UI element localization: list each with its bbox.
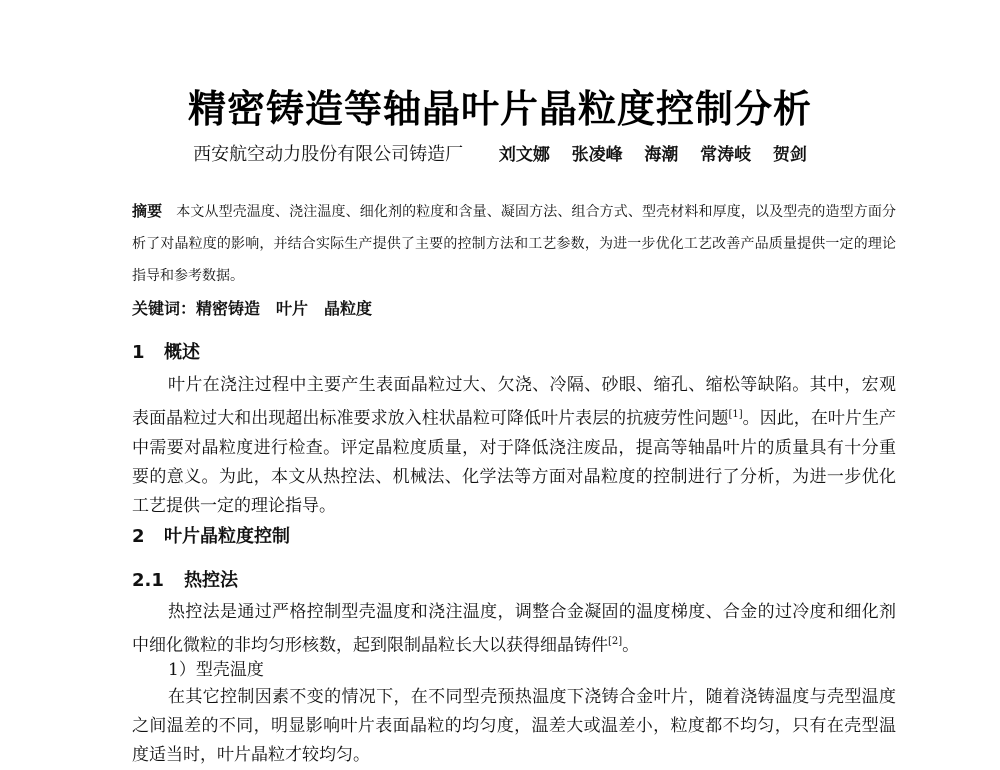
keyword: 精密铸造 (196, 299, 261, 318)
author: 贺剑 (772, 145, 807, 165)
keywords-label: 关键词： (132, 299, 197, 318)
paragraph-thermal (132, 598, 896, 661)
section-title: 热控法 (184, 570, 238, 591)
paragraph-text: 。 (622, 635, 640, 656)
section-number: 2.1 (132, 570, 164, 591)
section-heading-2-1 (132, 566, 238, 592)
keywords (132, 296, 388, 319)
abstract-text: 本文从型壳温度、浇注温度、细化剂的粒度和含量、凝固方法、组合方式、型壳材料和厚度，以及型壳的造型方面分析了对晶粒度的影响，并结合实际生产提供了主要的控制方法和工艺参数，为进一步优化工艺改善产品质量提供一定的理论指导和参考数据。 (132, 204, 896, 284)
paragraph-text: 叶片在浇注过程中主要产生表面晶粒过大、欠浇、冷隔、砂眼、缩孔、缩松等缺陷。其中，宏观表面晶粒过大和出现超出标准要求放入柱状晶粒可降低叶片表层的抗疲劳性问题 (132, 375, 896, 429)
section-title: 叶片晶粒度控制 (164, 526, 290, 547)
paragraph-overview (132, 371, 896, 521)
section-heading-1 (132, 338, 200, 364)
abstract (132, 195, 896, 292)
abstract-label: 摘要 (132, 202, 163, 220)
paragraph-text: 热控法是通过严格控制型壳温度和浇注温度，调整合金凝固的温度梯度、合金的过冷度和细化剂中细化微粒的非均匀形核数，起到限制晶粒长大以获得细晶铸件 (132, 602, 896, 656)
author: 海潮 (644, 145, 679, 165)
paragraph-text: 在其它控制因素不变的情况下，在不同型壳预热温度下浇铸合金叶片，随着浇铸温度与壳型温度之间温差的不同，明显影响叶片表面晶粒的均匀度，温差大或温差小，粒度都不均匀，只有在壳型温度适当时，叶片晶粒才较均匀。 (132, 687, 896, 765)
author: 张凌峰 (571, 145, 623, 165)
byline (0, 140, 1000, 166)
citation[interactable]: [1] (728, 409, 743, 420)
paragraph-shell-temp (132, 683, 896, 770)
keyword: 叶片 (276, 299, 309, 318)
paragraph-text: 。因此，在叶片生产中需要对晶粒度进行检查。评定晶粒度质量，对于降低浇注废品，提高等轴晶叶片的质量具有十分重要的意义。为此，本文从热控法、机械法、化学法等方面对晶粒度的控制进行了分析，为进一步优化工艺提供一定的理论指导。 (132, 408, 896, 516)
section-number: 2 (132, 526, 145, 547)
section-number: 1 (132, 342, 145, 363)
affiliation: 西安航空动力股份有限公司铸造厂 (193, 144, 464, 165)
section-title: 概述 (164, 342, 200, 363)
list-item: 1）型壳温度 (168, 660, 264, 680)
keyword: 晶粒度 (324, 299, 373, 318)
author: 常涛岐 (700, 145, 752, 165)
author: 刘文娜 (498, 145, 550, 165)
paper-title: 精密铸造等轴晶叶片晶粒度控制分析 (187, 87, 812, 131)
section-heading-2 (132, 522, 290, 548)
citation[interactable]: [2] (608, 636, 623, 647)
